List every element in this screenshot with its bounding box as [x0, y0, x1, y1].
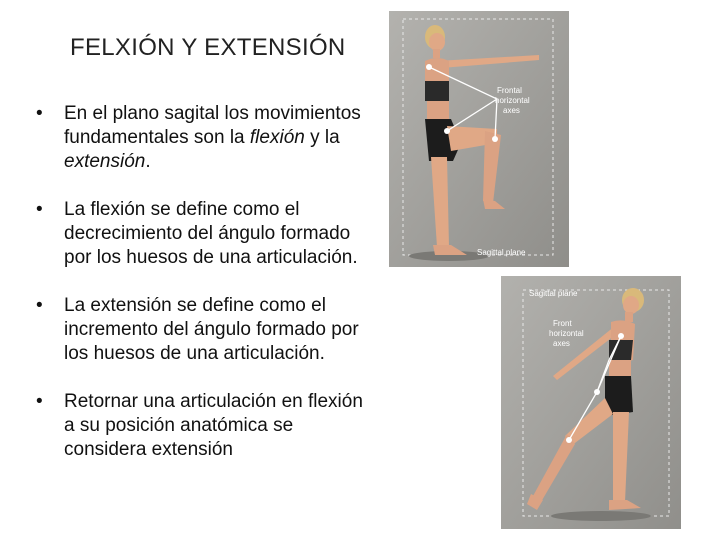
bullet-dot: • [36, 295, 43, 316]
bullet-dot: • [36, 199, 43, 220]
bullet-item [36, 390, 366, 462]
flexion-photo [389, 11, 569, 267]
bullet-text: La flexión se define como el decrecimiento del ángulo formado por los huesos de una articulación. [64, 199, 358, 268]
axes-label-line1: Front [553, 319, 572, 328]
axes-label-line3: axes [553, 339, 570, 348]
axes-label-line1: Frontal [497, 86, 522, 95]
extension-illustration [501, 276, 681, 529]
bullet-item [36, 198, 366, 270]
emphasis-extension: extensión [64, 151, 146, 172]
bullet-text: En el plano sagital los movimientos fundamentales son la flexión y la extensión. [64, 103, 361, 172]
bullet-item [36, 294, 366, 366]
bullet-text: Retornar una articulación en flexión a su posición anatómica se considera extensión [64, 391, 363, 460]
extension-photo [501, 276, 681, 529]
axes-label-line2: horizontal [549, 329, 584, 338]
bullet-item [36, 102, 366, 174]
axes-label-line3: axes [503, 106, 520, 115]
bullet-dot: • [36, 103, 43, 124]
axes-label-line2: horizontal [495, 96, 530, 105]
plane-label: Sagittal plane [477, 248, 526, 257]
slide-title: FELXIÓN Y EXTENSIÓN [70, 34, 346, 61]
flexion-illustration [389, 11, 569, 267]
plane-label: Sagittal plane [529, 289, 578, 298]
emphasis-flexion: flexión [249, 127, 305, 148]
bullet-text: La extensión se define como el incremento del ángulo formado por los huesos de una articulación. [64, 295, 359, 364]
bullet-list [36, 102, 366, 486]
bullet-dot: • [36, 391, 43, 412]
